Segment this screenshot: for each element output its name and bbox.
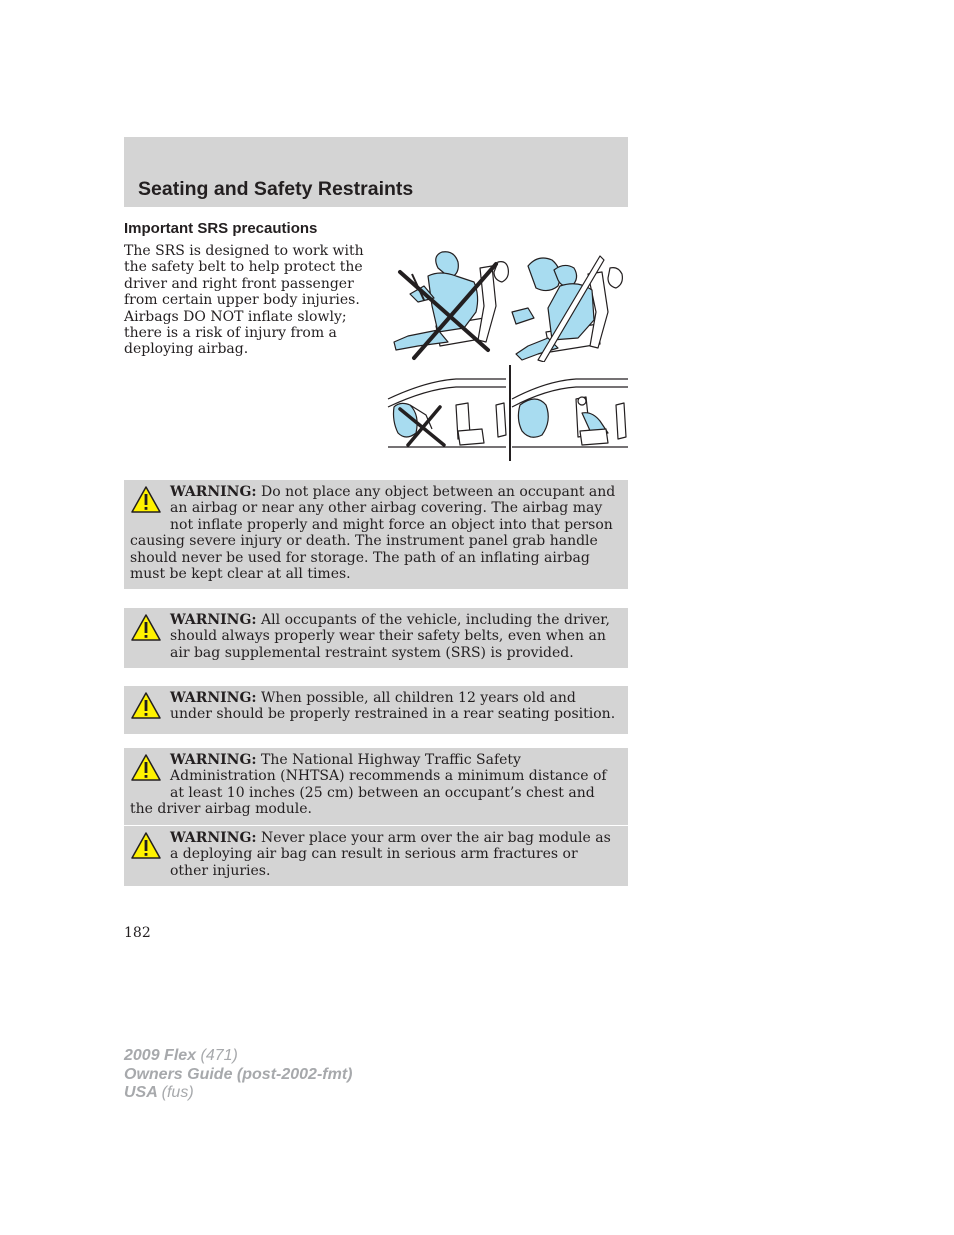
warning-box-safety-belts	[124, 608, 628, 668]
warning-triangle-icon	[130, 613, 170, 649]
footer-guide: Owners Guide (post-2002-fmt)	[124, 1065, 353, 1083]
warning-label: WARNING:	[170, 830, 257, 846]
section-heading: Important SRS precautions	[124, 220, 318, 237]
warning-label: WARNING:	[170, 484, 257, 500]
improper-vehicle-view	[388, 379, 506, 447]
warning-box-children	[124, 686, 628, 734]
footer-market: USA	[124, 1084, 158, 1101]
section-header-band	[124, 137, 628, 207]
warning-triangle-icon	[130, 753, 170, 789]
warning-triangle-icon	[130, 485, 170, 521]
document-footer	[124, 1047, 352, 1103]
occupant-position-illustration	[388, 246, 628, 362]
footer-model-code: (471)	[200, 1047, 238, 1064]
footer-model: 2009 Flex	[124, 1047, 197, 1064]
warning-text: The National Highway Traffic Safety Administration (NHTSA) recommends a minimum distance of at least 10 inches (25 cm) between an occupant’s chest and the driver airbag module.	[130, 752, 607, 818]
warning-triangle-icon	[130, 691, 170, 727]
warning-text: Do not place any object between an occupant and an airbag or near any other airbag covering. The airbag may not inflate properly and might force an object into that person causing severe injury or death. The instrument panel grab handle should never be used for storage. The path of an inflating airbag must be kept clear at all times.	[130, 484, 616, 583]
warning-text: Never place your arm over the air bag module as a deploying air bag can result in serious arm fractures or other injuries.	[170, 830, 611, 879]
warning-label: WARNING:	[170, 612, 257, 628]
vehicle-side-view-illustration	[386, 365, 630, 461]
proper-position-figure	[512, 256, 622, 362]
proper-vehicle-view	[512, 379, 628, 447]
warning-text: When possible, all children 12 years old and under should be properly restrained in a rear seating position.	[170, 690, 616, 723]
warning-label: WARNING:	[170, 752, 257, 768]
page-title: Seating and Safety Restraints	[138, 178, 414, 200]
warning-box-arm	[124, 826, 628, 886]
page-number: 182	[124, 925, 151, 941]
warning-label: WARNING:	[170, 690, 257, 706]
intro-paragraph: The SRS is designed to work with the safety belt to help protect the driver and right front passenger from certain upper body injuries. Airbags DO NOT inflate slowly; there is a risk of injury from a deploying airbag.	[124, 243, 364, 358]
warning-text: All occupants of the vehicle, including the driver, should always properly wear their safety belts, even when an air bag supplemental restraint system (SRS) is provided.	[170, 612, 610, 661]
footer-market-code: (fus)	[161, 1084, 194, 1101]
warning-triangle-icon	[130, 831, 170, 867]
warning-box-distance	[124, 748, 628, 825]
warning-box-objects	[124, 480, 628, 589]
